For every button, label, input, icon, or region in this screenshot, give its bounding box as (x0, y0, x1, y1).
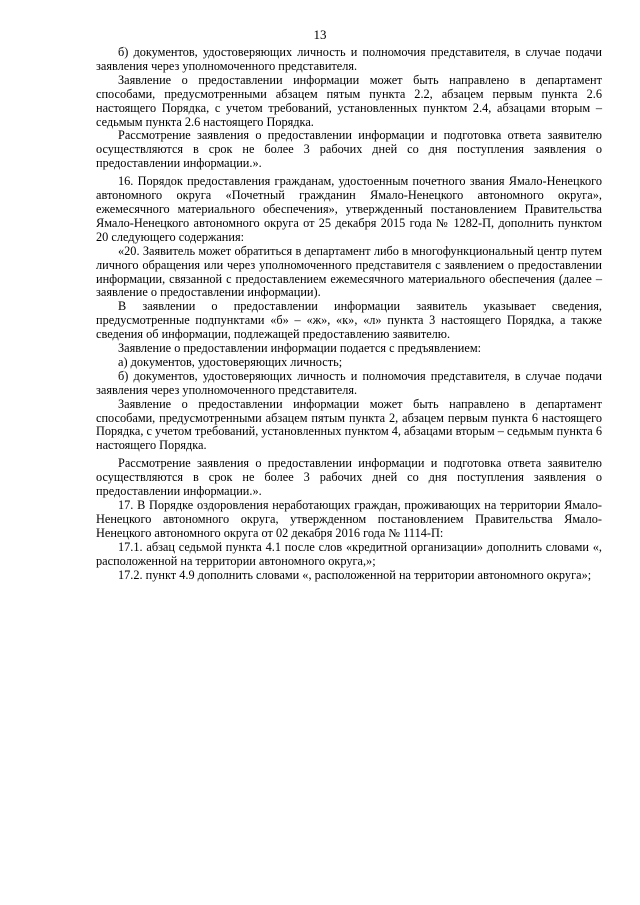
document-body (96, 46, 602, 582)
paragraph: Заявление о предоставлении информации может быть направлено в департамент способами, предусмотренными абзацем пятым пункта 2.2, абзацем первым пункта 2.6 настоящего Порядка, с учетом требований, установленных пунктом 2.4, абзацами вторым – седьмым пункта 2.6 настоящего Порядка. (96, 72, 602, 129)
paragraph: Рассмотрение заявления о предоставлении информации и подготовка ответа заявителю осуществляются в срок не более 3 рабочих дней со дня поступления заявления о предоставлении информации.». (96, 456, 602, 499)
paragraph: б) документов, удостоверяющих личность и полномочия представителя, в случае подачи заявления через уполномоченного представителя. (96, 45, 602, 73)
paragraph: б) документов, удостоверяющих личность и полномочия представителя, в случае подачи заявления через уполномоченного представителя. (96, 368, 602, 397)
paragraph: «20. Заявитель может обратиться в департамент либо в многофункциональный центр путем личного обращения или через уполномоченного представителя с заявлением о предоставлении информации, связанной с предоставлением ежемесячного материального обеспечения (далее – заявление о предоставлении информации). (96, 243, 602, 300)
paragraph: 16. Порядок предоставления гражданам, удостоенным почетного звания Ямало-Ненецкого автономного округа «Почетный гражданин Ямало-Ненецкого автономного округа», ежемесячного материального обеспечения», утвержденный постановлением Правительства Ямало-Ненецкого автономного округа от 25 декабря 2015 года № 1282-П, дополнить пунктом 20 следующего содержания: (96, 174, 602, 244)
paragraph: Заявление о предоставлении информации подается с предъявлением: (118, 341, 482, 356)
paragraph: Заявление о предоставлении информации может быть направлено в департамент способами, предусмотренными абзацем пятым пункта 2, абзацем первым пункта 6 настоящего Порядка, с учетом требований, установленных пунктом 4, абзацами вторым – седьмым пункта 6 настоящего Порядка. (96, 396, 602, 453)
paragraph: 17. В Порядке оздоровления неработающих граждан, проживающих на территории Ямало-Ненецкого автономного округа, утвержденном постановлением Правительства Ямало-Ненецкого автономного округа от 02 декабря 2016 года № 1114-П: (96, 498, 602, 540)
paragraph: В заявлении о предоставлении информации заявитель указывает сведения, предусмотренные подпунктами «б» – «ж», «к», «л» пункта 3 настоящего Порядка, а также сведения об информации, подлежащей предоставлению заявителю. (96, 299, 602, 342)
page-number: 13 (313, 27, 327, 42)
paragraph: Рассмотрение заявления о предоставлении информации и подготовка ответа заявителю осуществляются в срок не более 3 рабочих дней со дня поступления заявления о предоставлении информации.». (96, 128, 602, 171)
paragraph: а) документов, удостоверяющих личность; (118, 354, 343, 369)
paragraph: 17.1. абзац седьмой пункта 4.1 после слов «кредитной организации» дополнить словами «, расположенной на территории автономного округа,»; (96, 539, 602, 568)
paragraph: 17.2. пункт 4.9 дополнить словами «, расположенной на территории автономного округа»; (118, 567, 592, 582)
